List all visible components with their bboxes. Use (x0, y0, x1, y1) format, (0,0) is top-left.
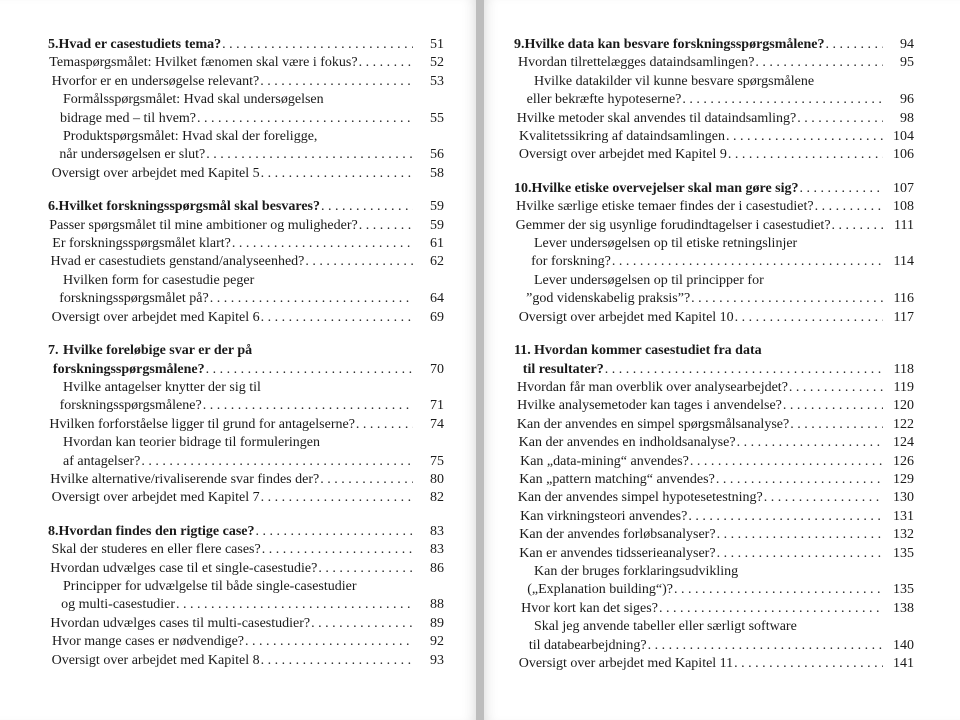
toc-entry-line (48, 110, 444, 128)
toc-entry-line (48, 578, 444, 596)
left-page (0, 0, 476, 720)
toc-entry-line (48, 434, 444, 452)
toc-entry-line (48, 272, 444, 290)
chapter-title: Hvilke data kan besvare forskningsspørgsmålene? (524, 37, 825, 52)
page-number: 138 (893, 600, 914, 616)
page-number: 56 (430, 147, 444, 163)
toc-entry-text: Hvilke antagelser knytter der sig til (63, 379, 261, 395)
toc-entry-text: Hvordan får man overblik over analysearbejdet? (516, 379, 788, 395)
toc-entry-line (48, 541, 444, 559)
dot-leader (261, 309, 413, 327)
toc-entry-text: når undersøgelsen er slut? (59, 147, 206, 163)
dot-leader (311, 615, 413, 633)
dot-leader (261, 489, 413, 507)
toc-entry-line (48, 596, 444, 614)
toc-entry-text: til databearbejdning? (528, 637, 647, 653)
toc-entry-line (514, 73, 914, 91)
toc-entry-text: Temaspørgsmålet: Hvilket fænomen skal være i fokus? (49, 55, 358, 71)
toc-entry-text: og multi-casestudier (61, 597, 176, 613)
chapter-title-line (48, 361, 444, 379)
toc-column-right (514, 36, 914, 688)
toc-entry-line (48, 379, 444, 397)
toc-entry-line (514, 489, 914, 507)
page-number: 124 (893, 435, 914, 451)
page-number: 83 (430, 523, 444, 539)
toc-chapter (514, 342, 914, 673)
page-number: 129 (893, 471, 914, 487)
dot-leader (789, 379, 883, 397)
page-number: 69 (430, 309, 444, 325)
toc-entry-line (514, 379, 914, 397)
toc-chapter (48, 36, 444, 183)
toc-entry-text: Principper for udvælgelse til både single-casestudier (63, 578, 357, 594)
dot-leader (832, 217, 883, 235)
page-number: 92 (430, 634, 444, 650)
toc-entry-line (48, 397, 444, 415)
page-number: 80 (430, 471, 444, 487)
dot-leader (648, 637, 883, 655)
toc-entry-line (48, 633, 444, 651)
page-number: 55 (430, 110, 444, 126)
toc-entry-text: forskningsspørgsmålet på? (59, 291, 209, 307)
page-number: 118 (893, 361, 914, 377)
dot-leader (690, 453, 883, 471)
page-number: 64 (430, 291, 444, 307)
chapter-title: Hvordan kommer casestudiet fra data (534, 343, 762, 359)
toc-entry-line (48, 652, 444, 670)
page-number: 117 (893, 309, 914, 325)
page-number: 95 (900, 55, 914, 71)
chapter-title: forskningsspørgsmålene? (52, 361, 205, 377)
toc-entry-text: Lever undersøgelsen op til principper for (534, 272, 764, 288)
dot-leader (612, 253, 883, 271)
toc-entry-text: Kan „pattern matching“ anvendes? (519, 471, 715, 487)
dot-leader (176, 596, 413, 614)
toc-entry-text: Skal jeg anvende tabeller eller særligt software (534, 619, 797, 635)
page-number: 130 (893, 490, 914, 506)
chapter-number: 6. (48, 199, 59, 215)
toc-entry-line (514, 655, 914, 673)
chapter-number: 9. (514, 37, 525, 52)
page-number: 88 (430, 597, 444, 613)
dot-leader (691, 290, 883, 308)
page-number: 98 (900, 110, 914, 126)
toc-entry-line (514, 453, 914, 471)
page-number: 94 (900, 37, 914, 52)
dot-leader (800, 180, 884, 198)
toc-entry-text: Formålsspørgsmålet: Hvad skal undersøgelsen (63, 92, 324, 108)
toc-entry-text: Oversigt over arbejdet med Kapitel 6 (51, 309, 260, 325)
page-number: 107 (893, 180, 914, 196)
dot-leader (755, 54, 883, 72)
chapter-title: til resultater? (522, 361, 604, 377)
toc-entry-text: Oversigt over arbejdet med Kapitel 7 (51, 490, 260, 506)
toc-entry-text: Hvor mange cases er nødvendige? (51, 634, 245, 650)
dot-leader (203, 397, 413, 415)
toc-entry-line (514, 128, 914, 146)
toc-entry-line (514, 600, 914, 618)
toc-entry-text: Oversigt over arbejdet med Kapitel 10 (518, 309, 734, 325)
toc-entry-text: Hvordan tilrettelægges dataindsamlingen? (518, 55, 755, 71)
toc-entry-text: Produktspørgsmålet: Hvad skal der foreligge, (63, 129, 318, 145)
dot-leader (716, 471, 883, 489)
chapter-number: 7. (48, 343, 59, 359)
toc-entry-line (514, 253, 914, 271)
toc-column-left (48, 36, 444, 685)
dot-leader (674, 581, 883, 599)
dot-leader (232, 235, 413, 253)
dot-leader (260, 73, 413, 91)
toc-entry-line (48, 235, 444, 253)
dot-leader (728, 146, 883, 164)
toc-entry-line (48, 615, 444, 633)
chapter-title-line (48, 36, 444, 54)
dot-leader (206, 361, 413, 379)
toc-entry-line (48, 290, 444, 308)
toc-entry-text: Kan der anvendes forløbsanalyser? (519, 527, 716, 543)
dot-leader (356, 416, 413, 434)
toc-entry-line (514, 110, 914, 128)
dot-leader (320, 471, 413, 489)
toc-entry-text: af antagelser? (63, 453, 141, 469)
toc-entry-line (514, 416, 914, 434)
chapter-title: Hvilke foreløbige svar er der på (63, 343, 253, 359)
toc-entry-line (514, 91, 914, 109)
chapter-title: Hvad er casestudiets tema? (58, 37, 222, 52)
dot-leader (797, 110, 883, 128)
toc-entry-text: Hvilken form for casestudie peger (63, 272, 255, 288)
page-number: 140 (893, 637, 914, 653)
page-number: 70 (430, 361, 444, 377)
chapter-title-line (514, 36, 914, 54)
dot-leader (359, 54, 413, 72)
page-number: 59 (430, 199, 444, 215)
toc-entry-text: Hvilke metoder skal anvendes til dataindsamling? (516, 110, 797, 126)
toc-entry-text: for forskning? (531, 254, 611, 270)
toc-entry-text: Hvilke særlige etiske temaer findes der i casestudiet? (516, 199, 814, 215)
dot-leader (261, 165, 413, 183)
toc-entry-text: Passer spørgsmålet til mine ambitioner og muligheder? (49, 217, 358, 233)
dot-leader (783, 397, 883, 415)
toc-entry-line (514, 290, 914, 308)
page-number: 71 (430, 398, 444, 414)
toc-entry-text: eller bekræfte hypoteserne? (526, 92, 682, 108)
toc-entry-text: Hvad er casestudiets genstand/analyseenhed? (50, 254, 305, 270)
toc-entry-line (48, 146, 444, 164)
toc-entry-text: Oversigt over arbejdet med Kapitel 8 (51, 652, 260, 668)
toc-entry-text: Hvilke alternative/rivaliserende svar findes der? (50, 471, 320, 487)
toc-entry-line (48, 165, 444, 183)
toc-entry-line (48, 54, 444, 72)
toc-chapter (48, 523, 444, 670)
toc-entry-line (514, 545, 914, 563)
chapter-title: Hvilket forskningsspørgsmål skal besvares? (58, 199, 320, 215)
page-number: 96 (900, 92, 914, 108)
page-number: 111 (894, 217, 914, 233)
page-number: 51 (430, 37, 444, 52)
page-number: 126 (893, 453, 914, 469)
toc-entry-text: Kan der anvendes en simpel spørgsmålsanalyse? (516, 416, 790, 432)
chapter-title: Hvordan findes den rigtige case? (58, 523, 255, 539)
dot-leader (318, 560, 413, 578)
dot-leader (210, 290, 413, 308)
toc-chapter (514, 180, 914, 327)
page-number: 132 (893, 527, 914, 543)
toc-entry-text: Kan er anvendes tidsserieanalyser? (519, 545, 716, 561)
toc-entry-line (514, 508, 914, 526)
page-number: 52 (430, 55, 444, 71)
page-number: 135 (893, 582, 914, 598)
chapter-title-line (48, 198, 444, 216)
toc-entry-line (48, 128, 444, 146)
page-number: 104 (893, 129, 914, 145)
toc-entry-line (48, 253, 444, 271)
toc-entry-text: Lever undersøgelsen op til etiske retningslinjer (534, 236, 798, 252)
page-number: 135 (893, 545, 914, 561)
dot-leader (141, 453, 413, 471)
toc-entry-text: Oversigt over arbejdet med Kapitel 11 (518, 656, 734, 671)
page-number: 119 (893, 379, 914, 395)
page-number: 108 (893, 199, 914, 215)
dot-leader (790, 416, 883, 434)
right-page (484, 0, 960, 720)
toc-entry-text: Kan der anvendes simpel hypotesetestning? (517, 490, 763, 506)
toc-entry-text: Oversigt over arbejdet med Kapitel 9 (518, 147, 727, 163)
toc-entry-text: Kan „data-mining“ anvendes? (520, 453, 689, 469)
dot-leader (305, 253, 413, 271)
toc-entry-line (48, 453, 444, 471)
toc-entry-line (514, 198, 914, 216)
toc-entry-line (48, 489, 444, 507)
toc-entry-text: Kan der bruges forklaringsudvikling (534, 563, 739, 579)
toc-entry-text: Hvilke analysemetoder kan tages i anvendelse? (517, 398, 782, 414)
chapter-title-line (514, 180, 914, 198)
page-number: 116 (893, 291, 914, 307)
toc-entry-line (514, 54, 914, 72)
toc-entry-line (48, 91, 444, 109)
toc-entry-text: Er forskningsspørgsmålet klart? (52, 236, 231, 252)
dot-leader (826, 36, 884, 54)
chapter-number: 5. (48, 37, 59, 52)
toc-entry-text: Hvilken forforståelse ligger til grund for antagelserne? (49, 416, 355, 432)
toc-entry-line (48, 471, 444, 489)
toc-entry-line (514, 434, 914, 452)
dot-leader (735, 309, 883, 327)
toc-entry-line (48, 560, 444, 578)
chapter-number: 8. (48, 523, 59, 539)
dot-leader (682, 91, 883, 109)
toc-entry-line (514, 217, 914, 235)
page-number: 74 (430, 416, 444, 432)
page-number: 83 (430, 542, 444, 558)
page-number: 106 (893, 147, 914, 163)
chapter-title-line (48, 523, 444, 541)
toc-entry-line (514, 526, 914, 544)
dot-leader (605, 361, 883, 379)
page-number: 120 (893, 398, 914, 414)
dot-leader (262, 541, 413, 559)
page-number: 53 (430, 73, 444, 89)
toc-entry-line (514, 397, 914, 415)
dot-leader (659, 600, 883, 618)
dot-leader (764, 489, 883, 507)
page-number: 122 (893, 416, 914, 432)
page-number: 131 (893, 508, 914, 524)
dot-leader (206, 146, 413, 164)
page-number: 141 (893, 656, 914, 671)
dot-leader (261, 652, 413, 670)
dot-leader (256, 523, 414, 541)
chapter-number: 10. (514, 180, 532, 196)
toc-entry-line (48, 73, 444, 91)
dot-leader (737, 434, 883, 452)
page-number: 114 (893, 254, 914, 270)
dot-leader (726, 128, 883, 146)
page-number: 61 (430, 236, 444, 252)
page-number: 93 (430, 652, 444, 668)
toc-entry-line (48, 309, 444, 327)
toc-entry-text: Hvordan udvælges cases til multi-casestudier? (50, 615, 311, 631)
toc-entry-text: Skal der studeres en eller flere cases? (51, 542, 261, 558)
toc-entry-text: („Explanation building“)? (527, 582, 673, 598)
toc-entry-line (514, 637, 914, 655)
toc-entry-text: Kan der anvendes en indholdsanalyse? (518, 435, 736, 451)
dot-leader (688, 508, 883, 526)
chapter-title-line (514, 342, 914, 360)
page-number: 58 (430, 165, 444, 181)
toc-entry-line (514, 146, 914, 164)
toc-entry-line (48, 217, 444, 235)
page-number: 75 (430, 453, 444, 469)
toc-entry-text: ”god videnskabelig praksis”? (526, 291, 691, 307)
toc-entry-line (48, 416, 444, 434)
toc-entry-text: forskningsspørgsmålene? (59, 398, 202, 414)
toc-chapter (48, 198, 444, 327)
toc-entry-text: Hvorfor er en undersøgelse relevant? (51, 73, 260, 89)
toc-entry-line (514, 618, 914, 636)
chapter-title-line (48, 342, 444, 360)
page-number: 59 (430, 217, 444, 233)
dot-leader (717, 545, 883, 563)
toc-entry-line (514, 581, 914, 599)
toc-entry-text: Kan virkningsteori anvendes? (520, 508, 688, 524)
chapter-number: 11. (514, 343, 531, 359)
dot-leader (245, 633, 413, 651)
toc-entry-text: Hvor kort kan det siges? (521, 600, 658, 616)
toc-chapter (48, 342, 444, 508)
page-number: 62 (430, 254, 444, 270)
chapter-title-line (514, 361, 914, 379)
page-number: 82 (430, 490, 444, 506)
dot-leader (321, 198, 413, 216)
book-gutter (476, 0, 484, 720)
toc-entry-line (514, 471, 914, 489)
toc-entry-line (514, 309, 914, 327)
dot-leader (359, 217, 413, 235)
dot-leader (815, 198, 883, 216)
chapter-title: Hvilke etiske overvejelser skal man gøre sig? (531, 180, 799, 196)
toc-entry-text: Hvilke datakilder vil kunne besvare spørgsmålene (534, 73, 815, 89)
dot-leader (717, 526, 883, 544)
dot-leader (222, 36, 413, 54)
toc-entry-text: Oversigt over arbejdet med Kapitel 5 (51, 165, 260, 181)
toc-entry-line (514, 235, 914, 253)
dot-leader (734, 655, 883, 673)
toc-entry-text: Kvalitetssikring af dataindsamlingen (518, 129, 726, 145)
toc-entry-text: Hvordan kan teorier bidrage til formuleringen (63, 435, 320, 451)
toc-entry-text: bidrage med – til hvem? (59, 110, 197, 126)
page-number: 89 (430, 615, 444, 631)
toc-entry-text: Gemmer der sig usynlige forudindtagelser i casestudiet? (515, 217, 831, 233)
toc-entry-line (514, 563, 914, 581)
dot-leader (197, 110, 413, 128)
page-number: 86 (430, 560, 444, 576)
toc-entry-text: Hvordan udvælges case til et single-casestudie? (50, 560, 318, 576)
toc-entry-line (514, 272, 914, 290)
toc-chapter (514, 36, 914, 165)
